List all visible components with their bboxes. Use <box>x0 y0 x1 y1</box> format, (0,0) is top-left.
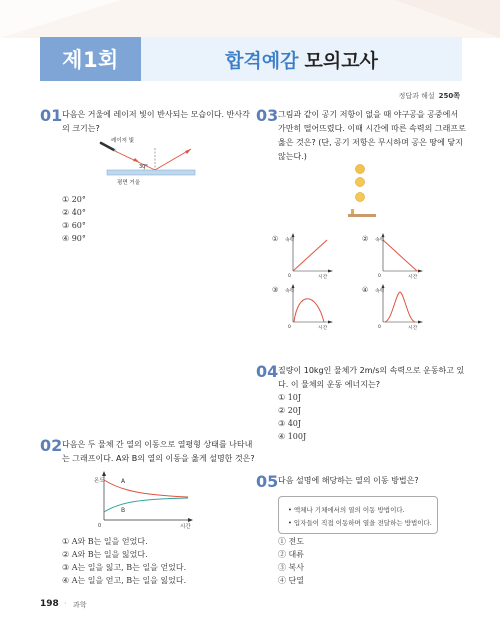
q1-option-3[interactable] <box>62 221 86 231</box>
laser-pointer-icon <box>101 143 117 152</box>
option-mark: ③ <box>278 419 286 428</box>
top-decor-right <box>395 0 500 38</box>
answer-ref-label: 정답과 해설 <box>398 92 435 100</box>
q4-option-2[interactable] <box>278 406 301 416</box>
graph-ylabel: 속력 <box>285 238 295 243</box>
q2-text-line1: 다음은 두 물체 간 열의 이동으로 열평형 상태를 나타내 <box>62 440 253 449</box>
graph-mark: ① <box>272 235 279 243</box>
answer-ref-page: 250쪽 <box>438 92 460 100</box>
option-text: 60° <box>71 221 86 230</box>
option-text: A와 B는 일을 얻었다. <box>71 537 148 546</box>
option-text: 40J <box>287 419 302 428</box>
footer-separator: · <box>64 599 67 608</box>
option-mark: ④ <box>62 234 70 243</box>
option-text: A는 일을 얻고, B는 일을 잃었다. <box>71 576 187 585</box>
option-text: A는 일을 잃고, B는 일을 얻었다. <box>71 563 187 572</box>
q3-text-line4: 않는다.) <box>278 152 307 161</box>
ball-icon <box>355 192 364 201</box>
round-label: 제1회 <box>62 48 119 72</box>
q2-figure-thermal-graph <box>90 468 196 530</box>
option-mark: ① <box>278 537 286 546</box>
option-text: 단열 <box>288 576 305 585</box>
ground-post <box>351 209 354 214</box>
option-mark: ② <box>62 550 70 559</box>
q4-option-4[interactable] <box>278 432 306 442</box>
q3-graph-2[interactable] <box>362 232 424 280</box>
option-text: 전도 <box>288 537 305 546</box>
y-axis-label: 온도 <box>94 478 105 484</box>
angle-label: 30° <box>139 164 148 170</box>
q4-option-1[interactable] <box>278 393 301 403</box>
option-mark: ③ <box>62 563 70 572</box>
round-badge <box>40 37 141 81</box>
option-mark: ④ <box>278 432 286 441</box>
q4-number: 04 <box>256 362 279 381</box>
q1-text-line2: 의 크기는? <box>62 124 100 133</box>
page-title <box>141 37 462 81</box>
option-text: A와 B는 일을 잃었다. <box>71 550 148 559</box>
option-mark: ③ <box>278 563 286 572</box>
q4-option-3[interactable] <box>278 419 301 429</box>
speed-curve <box>385 292 415 322</box>
mirror-label: 평면 거울 <box>117 180 141 186</box>
q3-text-line1: 그림과 같이 공기 저항이 없을 때 야구공을 공중에서 <box>278 110 459 119</box>
q2-option-4[interactable] <box>62 576 186 586</box>
q1-option-1[interactable] <box>62 195 86 205</box>
q1-text-line1: 다음은 거울에 레이저 빛이 반사되는 모습이다. 반사각 <box>62 110 250 119</box>
graph-origin: 0 <box>288 274 291 279</box>
q3-text-line2: 가만히 떨어뜨렸다. 이때 시간에 따른 속력의 그래프로 <box>278 124 466 133</box>
x-axis-label: 시간 <box>180 524 191 530</box>
q1-figure-reflection <box>95 134 205 192</box>
option-mark: ① <box>62 195 70 204</box>
answer-reference <box>399 91 460 101</box>
q5-info-box <box>278 496 438 534</box>
q5-option-1[interactable] <box>278 537 304 547</box>
graph-ylabel: 속력 <box>285 289 295 294</box>
q1-option-2[interactable] <box>62 208 86 218</box>
option-text: 10J <box>287 393 302 402</box>
top-decor-left <box>0 0 120 38</box>
option-text: 대류 <box>288 550 305 559</box>
graph-mark: ② <box>362 235 369 243</box>
q2-option-2[interactable] <box>62 550 148 560</box>
option-mark: ② <box>62 208 70 217</box>
q3-graph-4[interactable] <box>362 283 424 331</box>
option-mark: ④ <box>62 576 70 585</box>
graph-xlabel: 시간 <box>408 326 418 331</box>
q2-option-3[interactable] <box>62 563 186 573</box>
option-mark: ① <box>62 537 70 546</box>
series-b-label: B <box>121 507 126 514</box>
ball-icon <box>355 164 364 173</box>
option-text: 20J <box>287 406 302 415</box>
q5-option-2[interactable] <box>278 550 304 560</box>
option-mark: ④ <box>278 576 286 585</box>
graph-origin: 0 <box>288 325 291 330</box>
q3-graph-3[interactable] <box>272 283 334 331</box>
q2-option-1[interactable] <box>62 537 148 547</box>
option-text: 복사 <box>288 563 305 572</box>
q2-text-line2: 는 그래프이다. A와 B의 열의 이동을 옳게 설명한 것은? <box>62 454 255 463</box>
graph-xlabel: 시간 <box>408 275 418 280</box>
speed-line <box>293 240 327 271</box>
q3-text-line3: 옳은 것은? (단, 공기 저항은 무시하며 공은 땅에 닿지 <box>278 138 463 147</box>
ball-icon <box>355 177 364 186</box>
q4-text-line1: 질량이 10kg인 물체가 2m/s의 속력으로 운동하고 있 <box>278 366 465 375</box>
page-number: 198 <box>40 599 59 609</box>
graph-xlabel: 시간 <box>318 326 328 331</box>
graph-ylabel: 속력 <box>375 238 385 243</box>
ground-surface <box>348 214 376 217</box>
option-text: 20° <box>71 195 86 204</box>
mirror-surface <box>107 170 195 175</box>
option-mark: ① <box>278 393 286 402</box>
q3-figure-falling-ball <box>340 162 380 224</box>
incident-ray-arrow <box>133 158 139 162</box>
q3-graph-1[interactable] <box>272 232 334 280</box>
speed-curve <box>294 299 324 322</box>
graph-xlabel: 시간 <box>318 275 328 280</box>
footer-subject: 과학 <box>73 601 87 609</box>
q5-option-3[interactable] <box>278 563 304 573</box>
q2-number: 02 <box>40 436 63 455</box>
q5-box-line1: • 액체나 기체에서의 열의 이동 방법이다. <box>288 506 405 514</box>
graph-origin: 0 <box>378 274 381 279</box>
title-main: 모의고사 <box>304 49 378 72</box>
q5-box-line2: • 입자들이 직접 이동하며 열을 전달하는 방법이다. <box>288 519 432 527</box>
q5-option-4[interactable] <box>278 576 304 586</box>
graph-origin: 0 <box>378 325 381 330</box>
q5-text-line1: 다음 설명에 해당하는 열의 이동 방법은? <box>278 476 419 485</box>
series-a-label: A <box>121 478 126 485</box>
q4-text-line2: 다. 이 물체의 운동 에너지는? <box>278 380 380 389</box>
option-mark: ③ <box>62 221 70 230</box>
origin-label: 0 <box>98 523 102 529</box>
graph-mark: ③ <box>272 286 279 294</box>
speed-line <box>383 240 417 271</box>
option-mark: ② <box>278 406 286 415</box>
graph-mark: ④ <box>362 286 369 294</box>
graph-ylabel: 속력 <box>375 289 385 294</box>
option-text: 90° <box>71 234 86 243</box>
title-accent: 합격예감 <box>225 49 299 72</box>
reflected-ray <box>155 149 191 170</box>
laser-label: 레이저 빛 <box>111 138 135 144</box>
q5-number: 05 <box>256 472 279 491</box>
option-text: 40° <box>71 208 86 217</box>
reflected-ray-arrow <box>185 149 191 154</box>
option-text: 100J <box>287 432 307 441</box>
option-mark: ② <box>278 550 286 559</box>
q1-number: 01 <box>40 106 63 125</box>
q1-option-4[interactable] <box>62 234 86 244</box>
q3-number: 03 <box>256 106 279 125</box>
